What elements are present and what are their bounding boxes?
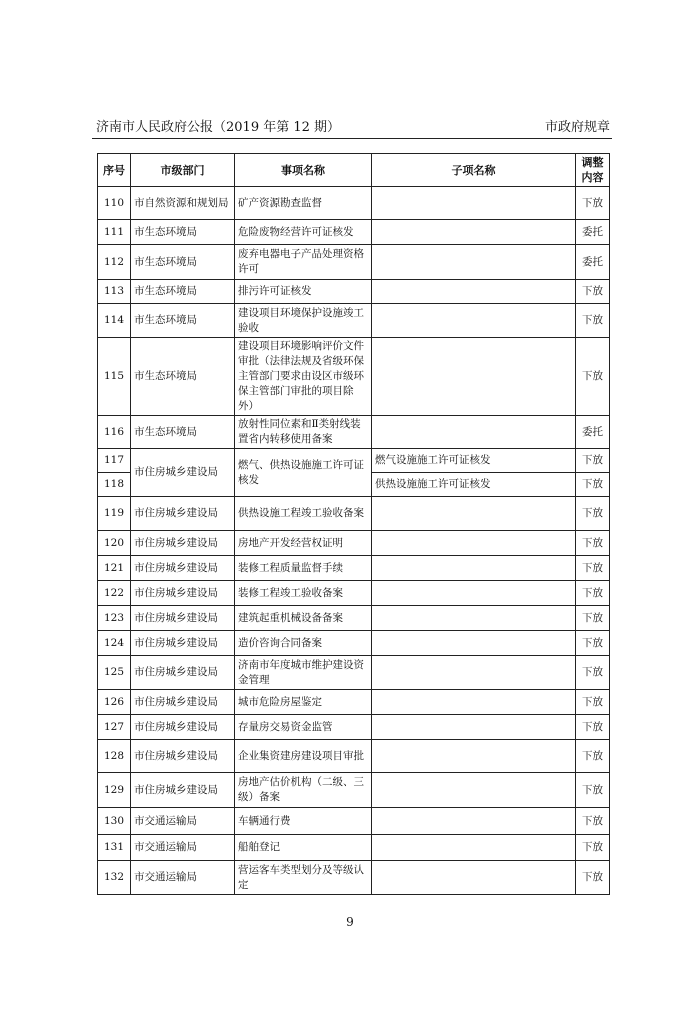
subitem-cell <box>372 631 576 656</box>
department-cell: 市生态环境局 <box>131 304 235 338</box>
table-row <box>98 808 610 835</box>
row-number: 113 <box>98 280 131 304</box>
row-number: 131 <box>98 835 131 861</box>
page-number: 9 <box>346 915 354 929</box>
subitem-cell <box>372 808 576 835</box>
column-header-subitem: 子项名称 <box>372 154 576 187</box>
adjustment-cell: 下放 <box>576 338 610 416</box>
subitem-cell <box>372 835 576 861</box>
table-row <box>98 631 610 656</box>
subitem-cell <box>372 416 576 449</box>
row-number: 132 <box>98 861 131 895</box>
row-number: 112 <box>98 245 131 280</box>
item-name-cell: 船舶登记 <box>235 835 372 861</box>
table-row <box>98 187 610 220</box>
item-name-cell: 排污许可证核发 <box>235 280 372 304</box>
item-name-cell: 废弃电器电子产品处理资格许可 <box>235 245 372 280</box>
column-header-item: 事项名称 <box>235 154 372 187</box>
table-row <box>98 656 610 690</box>
adjustment-cell: 下放 <box>576 631 610 656</box>
column-header-no: 序号 <box>98 154 131 187</box>
department-cell: 市住房城乡建设局 <box>131 631 235 656</box>
adjustment-cell: 委托 <box>576 416 610 449</box>
item-name-cell: 建设项目环境保护设施竣工验收 <box>235 304 372 338</box>
row-number: 129 <box>98 773 131 808</box>
subitem-cell <box>372 715 576 740</box>
table-row <box>98 556 610 581</box>
subitem-cell <box>372 338 576 416</box>
adjustment-cell: 下放 <box>576 606 610 631</box>
subitem-cell <box>372 740 576 773</box>
table-row <box>98 531 610 556</box>
department-cell: 市住房城乡建设局 <box>131 556 235 581</box>
item-name-cell: 房地产估价机构（二级、三级）备案 <box>235 773 372 808</box>
adjustment-cell: 下放 <box>576 187 610 220</box>
item-name-cell: 放射性同位素和Ⅱ类射线装置省内转移使用备案 <box>235 416 372 449</box>
item-name-cell: 装修工程竣工验收备案 <box>235 581 372 606</box>
subitem-cell <box>372 187 576 220</box>
adjustment-cell: 下放 <box>576 808 610 835</box>
row-number: 117 <box>98 449 131 473</box>
row-number: 116 <box>98 416 131 449</box>
item-name-cell: 企业集资建房建设项目审批 <box>235 740 372 773</box>
item-name-cell: 装修工程质量监督手续 <box>235 556 372 581</box>
table-row <box>98 690 610 715</box>
item-name-cell: 矿产资源勘查监督 <box>235 187 372 220</box>
adjustment-cell: 下放 <box>576 531 610 556</box>
department-cell: 市生态环境局 <box>131 338 235 416</box>
row-number: 115 <box>98 338 131 416</box>
row-number: 111 <box>98 220 131 245</box>
row-number: 127 <box>98 715 131 740</box>
adjustment-cell: 下放 <box>576 690 610 715</box>
table-row <box>98 861 610 895</box>
department-cell: 市住房城乡建设局 <box>131 656 235 690</box>
adjustment-cell: 下放 <box>576 473 610 497</box>
adjustment-cell: 下放 <box>576 581 610 606</box>
table-row <box>98 338 610 416</box>
adjustment-cell: 下放 <box>576 740 610 773</box>
row-number: 120 <box>98 531 131 556</box>
item-name-cell: 建筑起重机械设备备案 <box>235 606 372 631</box>
table-row <box>98 280 610 304</box>
subitem-cell <box>372 690 576 715</box>
department-cell: 市住房城乡建设局 <box>131 531 235 556</box>
table-row <box>98 304 610 338</box>
subitem-cell <box>372 245 576 280</box>
column-header-dept: 市级部门 <box>131 154 235 187</box>
department-cell: 市住房城乡建设局 <box>131 497 235 531</box>
item-name-cell: 存量房交易资金监管 <box>235 715 372 740</box>
adjustment-cell: 下放 <box>576 449 610 473</box>
row-number: 118 <box>98 473 131 497</box>
table-row <box>98 220 610 245</box>
subitem-cell <box>372 220 576 245</box>
table-row <box>98 740 610 773</box>
row-number: 121 <box>98 556 131 581</box>
subitem-cell <box>372 606 576 631</box>
table-row <box>98 449 610 473</box>
adjustment-cell: 下放 <box>576 497 610 531</box>
department-cell: 市住房城乡建设局 <box>131 581 235 606</box>
subitem-cell: 供热设施施工许可证核发 <box>372 473 576 497</box>
page-header <box>92 116 612 139</box>
table-row <box>98 497 610 531</box>
department-cell: 市交通运输局 <box>131 835 235 861</box>
adjustment-cell: 下放 <box>576 835 610 861</box>
item-name-cell: 济南市年度城市维护建设资金管理 <box>235 656 372 690</box>
adjustment-cell: 委托 <box>576 220 610 245</box>
subitem-cell <box>372 861 576 895</box>
subitem-cell <box>372 556 576 581</box>
adjustment-cell: 下放 <box>576 861 610 895</box>
row-number: 119 <box>98 497 131 531</box>
subitem-cell <box>372 581 576 606</box>
row-number: 110 <box>98 187 131 220</box>
adjustment-cell: 下放 <box>576 280 610 304</box>
subitem-cell <box>372 773 576 808</box>
department-cell: 市生态环境局 <box>131 280 235 304</box>
item-name-cell: 建设项目环境影响评价文件审批（法律法规及省级环保主管部门要求由设区市级环保主管部门审批的项目除外） <box>235 338 372 416</box>
table-row <box>98 581 610 606</box>
table-row <box>98 606 610 631</box>
column-header-adjustment: 调整内容 <box>576 154 610 187</box>
department-cell: 市交通运输局 <box>131 808 235 835</box>
department-cell: 市住房城乡建设局 <box>131 740 235 773</box>
row-number: 122 <box>98 581 131 606</box>
subitem-cell <box>372 280 576 304</box>
item-name-cell: 营运客车类型划分及等级认定 <box>235 861 372 895</box>
department-cell: 市生态环境局 <box>131 220 235 245</box>
adjustment-cell: 下放 <box>576 773 610 808</box>
section-title: 市政府规章 <box>544 120 610 135</box>
row-number: 123 <box>98 606 131 631</box>
row-number: 125 <box>98 656 131 690</box>
row-number: 128 <box>98 740 131 773</box>
subitem-cell <box>372 304 576 338</box>
department-cell: 市住房城乡建设局 <box>131 773 235 808</box>
item-name-cell: 危险废物经营许可证核发 <box>235 220 372 245</box>
department-cell: 市生态环境局 <box>131 245 235 280</box>
adjustment-cell: 委托 <box>576 245 610 280</box>
table-row <box>98 773 610 808</box>
table-row <box>98 416 610 449</box>
adjustment-cell: 下放 <box>576 304 610 338</box>
department-cell: 市生态环境局 <box>131 416 235 449</box>
subitem-cell <box>372 656 576 690</box>
adjustment-table <box>97 153 610 895</box>
department-cell: 市住房城乡建设局 <box>131 715 235 740</box>
table-row <box>98 715 610 740</box>
adjustment-cell: 下放 <box>576 715 610 740</box>
item-name-cell: 城市危险房屋鉴定 <box>235 690 372 715</box>
department-cell: 市自然资源和规划局 <box>131 187 235 220</box>
table-header-row <box>98 154 610 187</box>
item-name-cell: 燃气、供热设施施工许可证核发 <box>235 449 372 497</box>
adjustment-cell: 下放 <box>576 656 610 690</box>
row-number: 114 <box>98 304 131 338</box>
department-cell: 市住房城乡建设局 <box>131 449 235 497</box>
item-name-cell: 车辆通行费 <box>235 808 372 835</box>
department-cell: 市住房城乡建设局 <box>131 690 235 715</box>
item-name-cell: 造价咨询合同备案 <box>235 631 372 656</box>
row-number: 130 <box>98 808 131 835</box>
subitem-cell: 燃气设施施工许可证核发 <box>372 449 576 473</box>
row-number: 126 <box>98 690 131 715</box>
department-cell: 市住房城乡建设局 <box>131 606 235 631</box>
item-name-cell: 供热设施工程竣工验收备案 <box>235 497 372 531</box>
subitem-cell <box>372 497 576 531</box>
bulletin-title: 济南市人民政府公报（2019 年第 12 期） <box>96 120 341 135</box>
department-cell: 市交通运输局 <box>131 861 235 895</box>
adjustment-cell: 下放 <box>576 556 610 581</box>
subitem-cell <box>372 531 576 556</box>
item-name-cell: 房地产开发经营权证明 <box>235 531 372 556</box>
table-row <box>98 245 610 280</box>
table-row <box>98 835 610 861</box>
row-number: 124 <box>98 631 131 656</box>
